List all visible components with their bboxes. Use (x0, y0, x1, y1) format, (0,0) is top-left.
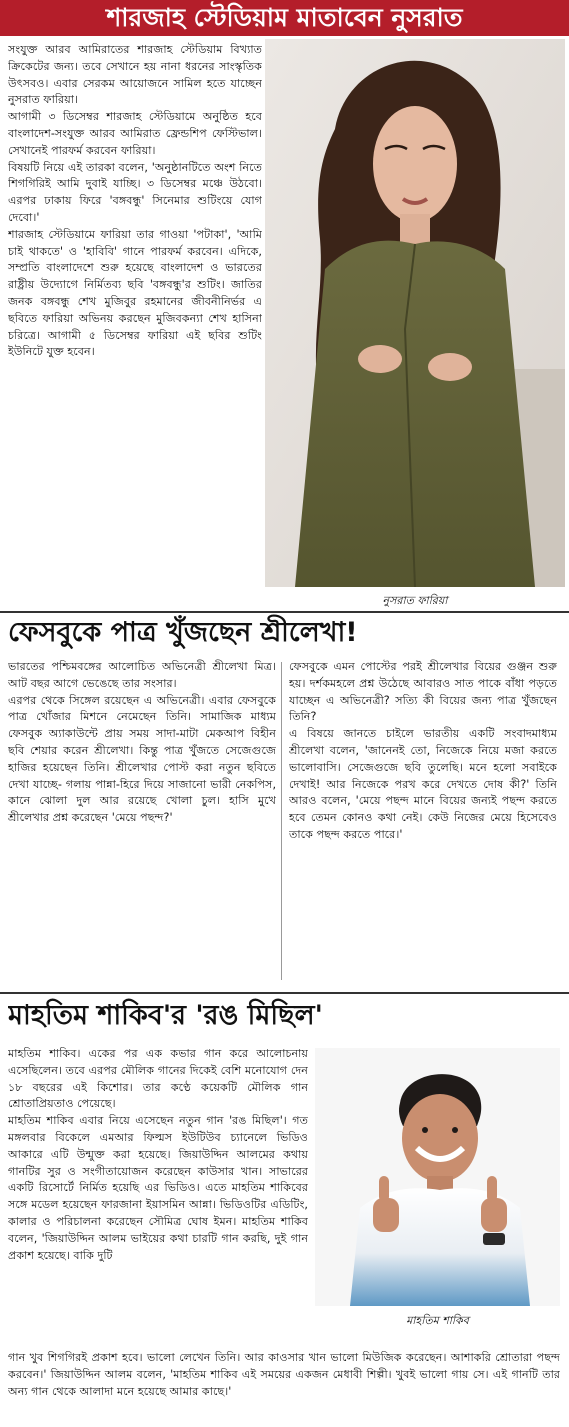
column-separator (281, 662, 282, 980)
paragraph: মাহতিম শাকিব এবার নিয়ে এসেছেন নতুন গান 'রঙ মিছিল'। গত মঙ্গলবার বিকেলে এমআর ফিল্মস ইউটিউব চ্যানেলে ভিডিও আকারে এটি উন্মুক্ত করা হয়েছে। জিয়াউদ্দিন আলমের কথায় গানটির সুর ও সংগীতায়োজন করেছেন কাউসার খান। সাভারের একটি রিসোর্টে নির্মিত হয়েছি এর ভিডিও। এতে মাহতিম শাকিবের সঙ্গে মডেল হয়েছেন ফারজানা ইয়াসমিন আন্না। ভিডিওটির এডিটিং, কালার ও পরিচালনা করেছেন সৌমিত্র ঘোষ ইমন। মাহতিম শাকিব বলেন, 'জিয়াউদ্দিন আলম ভাইয়ের কথা চারটি গান করছি, দুই গান প্রকাশ হয়েছে। বাকি দুটি (8, 1114, 308, 1262)
paragraph: সংযুক্ত আরব আমিরাতের শারজাহ স্টেডিয়াম বিখ্যাত ক্রিকেটের জন্য। তবে সেখানে হয় নানা ধরনের সাংস্কৃতিক উৎসবও। এবার সেরকম আয়োজনে সামিল হতে যাচ্ছেন নুসরাত ফারিয়া। (8, 43, 262, 107)
paragraph: এ বিষয়ে জানতে চাইলে ভারতীয় একটি সংবাদমাধ্যম শ্রীলেখা বলেন, 'জানেনই তো, নিজেকে নিয়ে মজা করতে ভালোবাসি। সেজেগুজে ছবি তুলেছি। মনে হলো সবাইকে দেখাই! আর নিজেকে পরখ করে দেখতে দোষ কী?' তিনি আরও বলেন, 'মেয়ে পছন্দ মানে বিয়ের জন্যই পছন্দ করতে হবে তেমন কোনও কথা নেই। কেউ নিজের মেয়ে হিসেবেও তাকে পছন্দ করতে পারে।' (289, 727, 557, 841)
paragraph: ভারতের পশ্চিমবঙ্গের আলোচিত অভিনেত্রী শ্রীলেখা মিত্র। আট বছর আগে ভেঙেছে তার সংসার। (8, 660, 276, 690)
article-sreelekha (0, 612, 569, 992)
photo-caption-nusrat: নুসরাত ফারিয়া (382, 594, 448, 607)
article-sreelekha-col-2 (289, 659, 557, 984)
article-sreelekha-col-1 (8, 659, 276, 984)
article-mahtim-continuation (8, 1350, 560, 1418)
paragraph: বিষয়টি নিয়ে এই তারকা বলেন, 'অনুষ্ঠানটিতে অংশ নিতে শিগগিরিই আমি দুবাই যাচ্ছি। ৩ ডিসেম্বর মঞ্চে উঠবো। এরপর ঢাকায় ফিরে 'বঙ্গবন্ধু' সিনেমার শুটিংয়ে যোগ দেবো।' (8, 160, 262, 224)
article-mahtim-body (8, 1046, 308, 1350)
photo-mahtim (315, 1048, 560, 1306)
paragraph: আগামী ৩ ডিসেম্বর শারজাহ স্টেডিয়ামে অনুষ্ঠিত হবে বাংলাদেশ-সংযুক্ত আরব আমিরাত ফ্রেন্ডশিপ ফেস্টিভাল। সেখানেই পারফর্ম করবেন ফারিয়া। (8, 110, 262, 157)
headline-mahtim: মাহতিম শাকিব'র 'রঙ মিছিল' (8, 1000, 323, 1031)
paragraph: মাহতিম শাকিব। একের পর এক কভার গান করে আলোচনায় এসেছিলেন। তবে এরপর মৌলিক গানের দিকেই বেশি মনোযোগ দেন ১৮ বছরের এই কিশোর। তার কণ্ঠে কয়েকটি মৌলিক গান শ্রোতাপ্রিয়তাও পেয়েছে। (8, 1047, 308, 1111)
paragraph: শারজাহ স্টেডিয়ামে ফারিয়া তার গাওয়া 'পটাকা', 'আমি চাই থাকতে' ও 'হাবিবি' গানে পারফর্ম করবেন। এদিকে, সম্প্রতি বাংলাদেশে শুরু হয়েছে বাংলাদেশ ও ভারতের রাষ্ট্রীয় উদ্যোগে নির্মিতব্য ছবি 'বঙ্গবন্ধু'র শুটিং। জাতির জনক বঙ্গবন্ধু শেখ মুজিবুর রহমানের জীবনীনির্ভর এ ছবিতে ফারিয়া অভিনয় করছেন মুজিবকন্যা শেখ হাসিনা চরিত্রে। আগামী ৫ ডিসেম্বর ফারিয়া এই ছবির শুটিং ইউনিটে যুক্ত হবেন। (8, 227, 262, 359)
paragraph: এরপর থেকে সিঙ্গেল রয়েছেন এ অভিনেত্রী। এবার ফেসবুকে পাত্র খোঁজার মিশনে নেমেছেন তিনি। সামাজিক মাধ্যম ফেসবুক অ্যাকাউন্টে প্রায় সময় সাদা-মাটা মেকআপ বিহীন ছবি শেয়ার করেন শ্রীলেখা। কিন্তু পাত্র খুঁজতে সেজেগুজে হাজির হয়েছেন তিনি। শ্রীলেখার পোস্ট করা নতুন ছবিতে দেখা যাচ্ছে- গলায় পান্না-হিরে দিয়ে সাজানো ভারী নেকপিস, কানে ঝোলা দুল আর রয়েছে খোলা চুল। হাসি মুখে শ্রীলেখার প্রশ্ন করেছেন 'মেয়ে পছন্দ?' (8, 693, 276, 825)
article-mahtim (0, 994, 569, 1424)
article-nusrat (0, 0, 569, 612)
article-nusrat-body (8, 42, 262, 610)
paragraph: গান খুব শিগগিরই প্রকাশ হবে। ভালো লেখেন তিনি। আর কাওসার খান ভালো মিউজিক করেছেন। আশাকরি শ্রোতারা পছন্দ করবেন।' জিয়াউদ্দিন আলম বলেন, 'মাহতিম শাকিব এই সময়ের একজন মেধাবী শিল্পী। খুবই ভালো গায় সে। এই গানটি তার অন্য গান থেকে আলাদা মনে হয়েছে আমার কাছে।' (8, 1351, 560, 1398)
headline-sreelekha: ফেসবুকে পাত্র খুঁজছেন শ্রীলেখা! (8, 617, 358, 648)
headline-nusrat: শারজাহ স্টেডিয়াম মাতাবেন নুসরাত (0, 0, 569, 36)
paragraph: ফেসবুকে এমন পোস্টের পরই শ্রীলেখার বিয়ের গুঞ্জন শুরু হয়। দর্শকমহলে প্রশ্ন উঠেছে আবারও সাত পাকে বাঁধা পড়তে যাচ্ছেন এ অভিনেত্রী? সত্যি কী বিয়ের জন্য পাত্র খুঁজছেন তিনি? (289, 660, 557, 724)
photo-nusrat (265, 39, 565, 587)
photo-caption-mahtim: মাহতিম শাকিব (406, 1314, 469, 1327)
